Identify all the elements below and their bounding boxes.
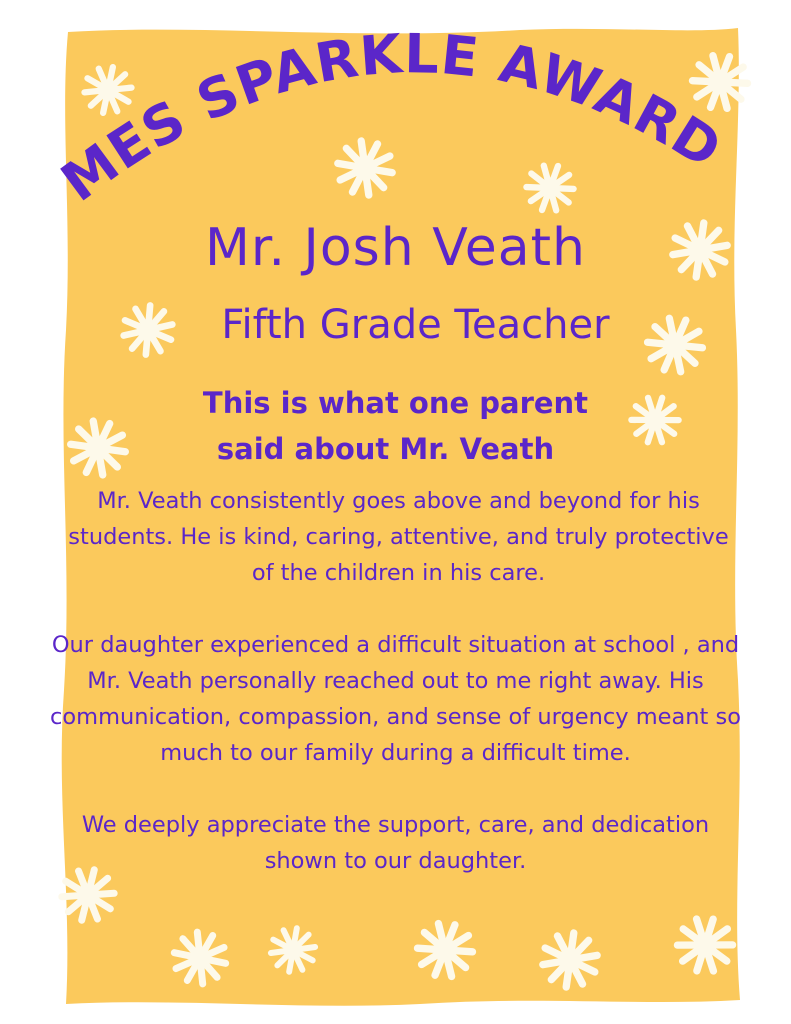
sparkle-star-icon xyxy=(672,911,739,979)
testimonial xyxy=(0,483,791,915)
testimonial-paragraph: We deeply appreciate the support, care, and dedication shown to our daughter. xyxy=(81,812,710,874)
testimonial-paragraph: Mr. Veath consistently goes above and beyond for his students. He is kind, caring, attentive, and truly protective of the children in his care. xyxy=(68,488,729,586)
sparkle-star-icon xyxy=(268,925,318,976)
recipient-role: Fifth Grade Teacher xyxy=(221,302,610,348)
sparkle-star-icon xyxy=(172,930,227,987)
quote-heading-line1: This is what one parent xyxy=(202,386,589,420)
svg-text:MES SPARKLE AWARD xyxy=(50,22,733,214)
sparkle-star-icon xyxy=(540,929,600,990)
recipient-name: Mr. Josh Veath xyxy=(205,218,586,278)
quote-heading xyxy=(0,380,791,472)
sparkle-star-icon xyxy=(413,917,477,983)
award-title: MES SPARKLE AWARD xyxy=(49,22,733,214)
testimonial-paragraph: Our daughter experienced a difficult situation at school , and Mr. Veath personally reached out to me right away. His communication, compassion, and sense of urgency meant so much to our family during a difficult time. xyxy=(50,632,741,766)
quote-heading-line2: said about Mr. Veath xyxy=(216,432,555,466)
